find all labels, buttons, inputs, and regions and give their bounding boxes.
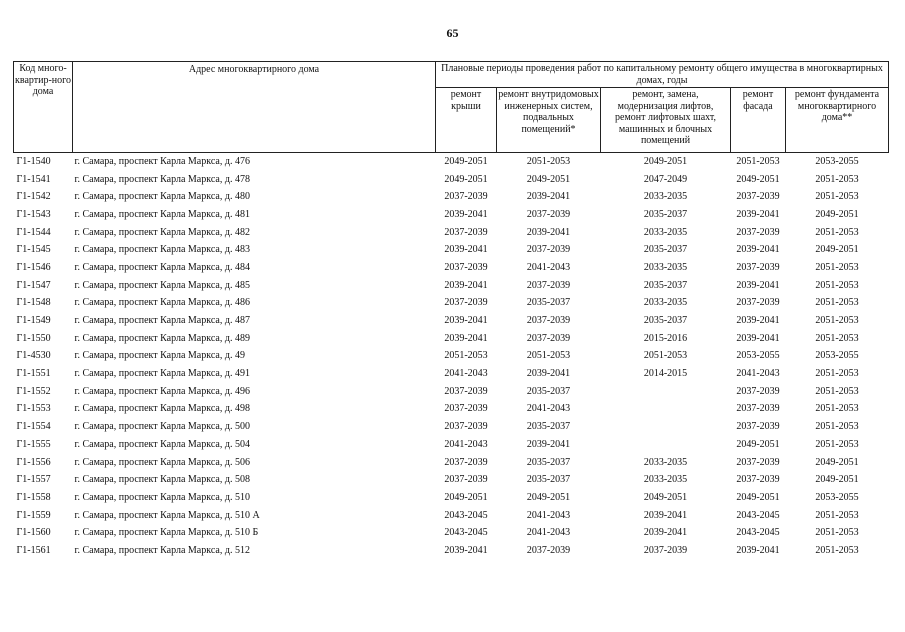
house-code-cell: Г1-1556 [16,456,51,468]
table-row [14,542,889,560]
address-cell: г. Самара, проспект Карла Маркса, д. 508 [74,474,250,486]
internal-systems-period-cell: 2035-2037 [526,385,571,397]
house-code-cell: Г1-1559 [16,509,51,521]
foundation-period-cell: 2053-2055 [815,350,859,362]
foundation-period-cell: 2051-2053 [815,544,859,556]
internal-systems-period-cell: 2035-2037 [526,421,571,433]
header-facade: ремонт фасада [731,88,786,153]
foundation-period-cell: 2051-2053 [815,297,859,309]
table-row [14,401,889,419]
header-row-top [14,62,889,88]
house-code-cell: Г1-1555 [16,438,51,450]
internal-systems-period-cell: 2035-2037 [526,297,571,309]
elevators-period-cell: 2033-2035 [643,456,688,468]
repair-schedule-table [13,61,889,560]
foundation-period-cell: 2051-2053 [815,421,859,433]
internal-systems-period-cell: 2035-2037 [526,474,571,486]
foundation-period-cell: 2049-2051 [815,456,859,468]
address-cell: г. Самара, проспект Карла Маркса, д. 476 [73,153,436,171]
address-cell: г. Самара, проспект Карла Маркса, д. 512 [74,544,250,556]
foundation-period-cell: 2051-2053 [815,226,859,238]
address-cell: г. Самара, проспект Карла Маркса, д. 496 [74,385,250,397]
address-cell: г. Самара, проспект Карла Маркса, д. 485 [74,279,250,291]
house-code-cell: Г1-1548 [16,297,51,309]
foundation-period-cell: 2049-2051 [815,208,859,220]
header-address: Адрес многоквартирного дома [73,62,436,153]
foundation-period-cell: 2051-2053 [815,438,859,450]
facade-period-cell: 2039-2041 [736,279,780,291]
house-code-cell: Г1-1541 [16,173,51,185]
internal-systems-period-cell: 2039-2041 [526,438,571,450]
foundation-period-cell: 2049-2051 [815,474,859,486]
elevators-period-cell: 2049-2051 [643,491,688,503]
table-row [14,524,889,542]
address-cell: г. Самара, проспект Карла Маркса, д. 49 [74,350,245,362]
facade-period-cell: 2049-2051 [736,173,780,185]
table-row [14,348,889,366]
table-row [14,241,889,259]
roof-period-cell: 2037-2039 [444,226,488,238]
roof-period-cell: 2037-2039 [444,385,488,397]
house-code-cell: Г1-1557 [16,474,51,486]
elevators-period-cell [601,383,731,401]
roof-period-cell: 2037-2039 [444,474,488,486]
address-cell: г. Самара, проспект Карла Маркса, д. 491 [74,368,250,380]
house-code-cell: Г1-1550 [16,332,51,344]
address-cell: г. Самара, проспект Карла Маркса, д. 489 [74,332,250,344]
internal-systems-period-cell: 2051-2053 [526,350,571,362]
facade-period-cell: 2037-2039 [736,191,780,203]
facade-period-cell: 2037-2039 [736,297,780,309]
roof-period-cell: 2037-2039 [444,456,488,468]
roof-period-cell: 2049-2051 [444,491,488,503]
table-row [14,471,889,489]
roof-period-cell: 2041-2043 [444,368,488,380]
address-cell: г. Самара, проспект Карла Маркса, д. 484 [74,261,250,273]
house-code-cell: Г1-1540 [14,153,73,171]
foundation-period-cell: 2051-2053 [815,385,859,397]
roof-period-cell: 2041-2043 [444,438,488,450]
foundation-period-cell: 2051-2053 [815,261,859,273]
table-row [14,188,889,206]
roof-period-cell: 2051-2053 [444,350,488,362]
table-row [14,365,889,383]
facade-period-cell: 2053-2055 [736,350,780,362]
address-cell: г. Самара, проспект Карла Маркса, д. 480 [74,191,250,203]
roof-period-cell: 2039-2041 [444,544,488,556]
facade-period-cell: 2043-2045 [736,509,780,521]
roof-period-cell: 2049-2051 [436,153,497,171]
address-cell: г. Самара, проспект Карла Маркса, д. 504 [74,438,250,450]
elevators-period-cell: 2051-2053 [643,350,688,362]
house-code-cell: Г1-1552 [16,385,51,397]
facade-period-cell: 2041-2043 [736,368,780,380]
roof-period-cell: 2039-2041 [444,244,488,256]
elevators-period-cell: 2015-2016 [643,332,688,344]
house-code-cell: Г1-1549 [16,315,51,327]
roof-period-cell: 2039-2041 [444,279,488,291]
foundation-period-cell: 2051-2053 [815,279,859,291]
internal-systems-period-cell: 2049-2051 [526,173,571,185]
elevators-period-cell: 2035-2037 [643,208,688,220]
house-code-cell: Г1-1546 [16,261,51,273]
house-code-cell: Г1-1558 [16,491,51,503]
house-code-cell: Г1-4530 [16,350,51,362]
elevators-period-cell: 2033-2035 [643,226,688,238]
roof-period-cell: 2037-2039 [444,297,488,309]
elevators-period-cell: 2033-2035 [643,191,688,203]
foundation-period-cell: 2053-2055 [786,153,889,171]
elevators-period-cell: 2033-2035 [643,297,688,309]
address-cell: г. Самара, проспект Карла Маркса, д. 478 [74,173,250,185]
internal-systems-period-cell: 2035-2037 [526,456,571,468]
internal-systems-period-cell: 2049-2051 [526,491,571,503]
internal-systems-period-cell: 2041-2043 [526,527,571,539]
house-code-cell: Г1-1553 [16,403,51,415]
house-code-cell: Г1-1554 [16,421,51,433]
elevators-period-cell: 2033-2035 [643,474,688,486]
foundation-period-cell: 2051-2053 [815,332,859,344]
internal-systems-period-cell: 2051-2053 [497,153,601,171]
elevators-period-cell: 2039-2041 [643,509,688,521]
internal-systems-period-cell: 2039-2041 [526,226,571,238]
facade-period-cell: 2049-2051 [736,438,780,450]
header-internal-systems: ремонт внутридомовых инженерных систем, подвальных помещений* [497,88,601,153]
internal-systems-period-cell: 2039-2041 [526,368,571,380]
house-code-cell: Г1-1543 [16,208,51,220]
foundation-period-cell: 2051-2053 [815,191,859,203]
header-elevators: ремонт, замена, модернизация лифтов, ремонт лифтовых шахт, машинных и блочных помещений [601,88,731,153]
foundation-period-cell: 2051-2053 [815,403,859,415]
address-cell: г. Самара, проспект Карла Маркса, д. 510 Б [74,527,259,539]
table-row [14,259,889,277]
header-roof: ремонт крыши [436,88,497,153]
house-code-cell: Г1-1551 [16,368,51,380]
elevators-period-cell: 2047-2049 [643,173,688,185]
facade-period-cell: 2037-2039 [736,226,780,238]
elevators-period-cell: 2035-2037 [643,279,688,291]
internal-systems-period-cell: 2039-2041 [526,191,571,203]
elevators-period-cell: 2035-2037 [643,315,688,327]
table-row [14,418,889,436]
table-row [14,489,889,507]
header-code: Код много-квартир-ного дома [14,62,73,153]
internal-systems-period-cell: 2037-2039 [526,279,571,291]
elevators-period-cell: 2033-2035 [643,261,688,273]
facade-period-cell: 2037-2039 [736,421,780,433]
table-row [14,171,889,189]
foundation-period-cell: 2051-2053 [815,527,859,539]
internal-systems-period-cell: 2037-2039 [526,544,571,556]
internal-systems-period-cell: 2037-2039 [526,332,571,344]
facade-period-cell: 2039-2041 [736,315,780,327]
house-code-cell: Г1-1560 [16,527,51,539]
elevators-period-cell [601,401,731,419]
foundation-period-cell: 2051-2053 [815,368,859,380]
foundation-period-cell: 2053-2055 [815,491,859,503]
internal-systems-period-cell: 2041-2043 [526,403,571,415]
house-code-cell: Г1-1544 [16,226,51,238]
facade-period-cell: 2037-2039 [736,474,780,486]
facade-period-cell: 2043-2045 [736,527,780,539]
house-code-cell: Г1-1561 [16,544,51,556]
header-periods: Плановые периоды проведения работ по капитальному ремонту общего имущества в многоквартирных домах, годы [436,62,889,88]
address-cell: г. Самара, проспект Карла Маркса, д. 483 [74,244,250,256]
table-body [14,153,889,560]
elevators-period-cell: 2039-2041 [643,527,688,539]
roof-period-cell: 2043-2045 [444,527,488,539]
table-row [14,206,889,224]
foundation-period-cell: 2051-2053 [815,173,859,185]
elevators-period-cell [601,436,731,454]
facade-period-cell: 2037-2039 [736,261,780,273]
facade-period-cell: 2049-2051 [736,491,780,503]
address-cell: г. Самара, проспект Карла Маркса, д. 481 [74,208,250,220]
roof-period-cell: 2037-2039 [444,403,488,415]
header-foundation: ремонт фундамента многоквартирного дома** [786,88,889,153]
facade-period-cell: 2037-2039 [736,403,780,415]
roof-period-cell: 2043-2045 [444,509,488,521]
table-row [14,330,889,348]
address-cell: г. Самара, проспект Карла Маркса, д. 510 [74,491,250,503]
table-row [14,507,889,525]
address-cell: г. Самара, проспект Карла Маркса, д. 486 [74,297,250,309]
facade-period-cell: 2039-2041 [736,544,780,556]
internal-systems-period-cell: 2037-2039 [526,315,571,327]
facade-period-cell: 2037-2039 [736,456,780,468]
roof-period-cell: 2039-2041 [444,208,488,220]
house-code-cell: Г1-1542 [16,191,51,203]
table-row [14,224,889,242]
elevators-period-cell: 2035-2037 [643,244,688,256]
table-row [14,277,889,295]
foundation-period-cell: 2051-2053 [815,315,859,327]
house-code-cell: Г1-1547 [16,279,51,291]
table-row [14,454,889,472]
table-row [14,295,889,313]
page-number: 65 [446,26,459,40]
elevators-period-cell: 2037-2039 [643,544,688,556]
address-cell: г. Самара, проспект Карла Маркса, д. 498 [74,403,250,415]
foundation-period-cell: 2051-2053 [815,509,859,521]
facade-period-cell: 2039-2041 [736,244,780,256]
roof-period-cell: 2039-2041 [444,332,488,344]
table-row [14,153,889,171]
foundation-period-cell: 2049-2051 [815,244,859,256]
elevators-period-cell: 2014-2015 [643,368,688,380]
address-cell: г. Самара, проспект Карла Маркса, д. 482 [74,226,250,238]
facade-period-cell: 2039-2041 [736,208,780,220]
address-cell: г. Самара, проспект Карла Маркса, д. 487 [74,315,250,327]
elevators-period-cell: 2049-2051 [601,153,731,171]
internal-systems-period-cell: 2037-2039 [526,208,571,220]
facade-period-cell: 2037-2039 [736,385,780,397]
table-row [14,436,889,454]
roof-period-cell: 2037-2039 [444,421,488,433]
roof-period-cell: 2037-2039 [444,191,488,203]
internal-systems-period-cell: 2037-2039 [526,244,571,256]
roof-period-cell: 2049-2051 [444,173,488,185]
table-row [14,312,889,330]
facade-period-cell: 2039-2041 [736,332,780,344]
internal-systems-period-cell: 2041-2043 [526,509,571,521]
elevators-period-cell [601,418,731,436]
address-cell: г. Самара, проспект Карла Маркса, д. 506 [74,456,250,468]
address-cell: г. Самара, проспект Карла Маркса, д. 510 А [74,509,260,521]
internal-systems-period-cell: 2041-2043 [526,261,571,273]
table-row [14,383,889,401]
house-code-cell: Г1-1545 [16,244,51,256]
facade-period-cell: 2051-2053 [731,153,786,171]
roof-period-cell: 2039-2041 [444,315,488,327]
roof-period-cell: 2037-2039 [444,261,488,273]
address-cell: г. Самара, проспект Карла Маркса, д. 500 [74,421,250,433]
